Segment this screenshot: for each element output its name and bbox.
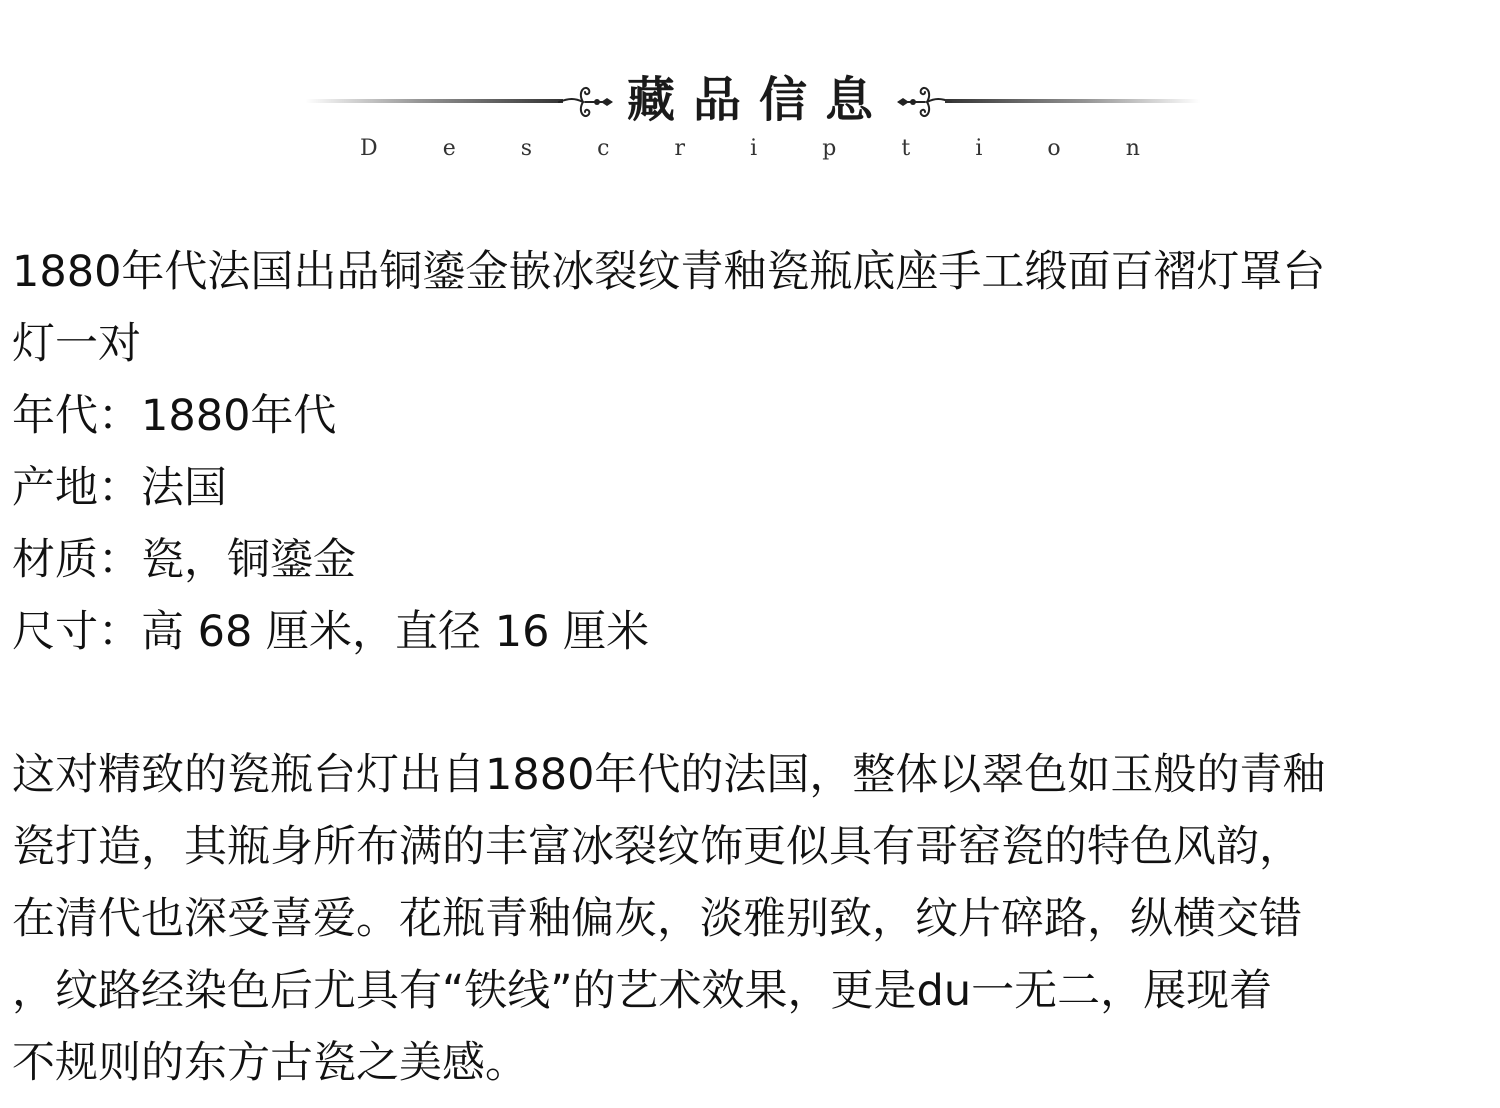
item-origin: 产地：法国 <box>12 463 227 513</box>
item-name-line-1: 1880年代法国出品铜鎏金嵌冰裂纹青釉瓷瓶底座手工缎面百褶灯罩台 <box>12 247 1326 297</box>
subtitle-letter: s <box>520 136 533 161</box>
subtitle-letter: p <box>822 136 837 161</box>
subtitle-letter: e <box>442 136 456 161</box>
description-line: 不规则的东方古瓷之美感。 <box>12 1038 528 1088</box>
page-subtitle <box>360 135 1140 163</box>
subtitle-letter: i <box>975 136 983 161</box>
header-rule-right <box>945 99 1200 103</box>
header-rule-left <box>305 99 563 103</box>
description-line: 这对精致的瓷瓶台灯出自1880年代的法国，整体以翠色如玉般的青釉 <box>12 750 1326 800</box>
item-dimensions: 尺寸：高 68 厘米，直径 16 厘米 <box>12 607 650 657</box>
subtitle-letter: o <box>1047 136 1061 161</box>
subtitle-letter: n <box>1125 136 1140 161</box>
item-era: 年代：1880年代 <box>12 391 337 441</box>
description-line: 在清代也深受喜爱。花瓶青釉偏灰，淡雅别致，纹片碎路，纵横交错 <box>12 894 1302 944</box>
item-material: 材质：瓷，铜鎏金 <box>12 535 356 585</box>
subtitle-letter: i <box>750 136 758 161</box>
description-line: ，纹路经染色后尤具有“铁线”的艺术效果，更是du一无二，展现着 <box>12 966 1273 1016</box>
item-info-block <box>12 236 1462 668</box>
section-header <box>0 0 1500 180</box>
description-line: 瓷打造，其瓶身所布满的丰富冰裂纹饰更似具有哥窑瓷的特色风韵， <box>12 822 1302 872</box>
page-title: 藏品信息 <box>626 72 891 128</box>
subtitle-letter: D <box>360 136 378 161</box>
item-name-line-2: 灯一对 <box>12 319 141 369</box>
subtitle-letter: c <box>597 136 610 161</box>
item-description <box>12 739 1462 1099</box>
subtitle-letter: r <box>674 136 686 161</box>
subtitle-letter: t <box>901 136 911 161</box>
